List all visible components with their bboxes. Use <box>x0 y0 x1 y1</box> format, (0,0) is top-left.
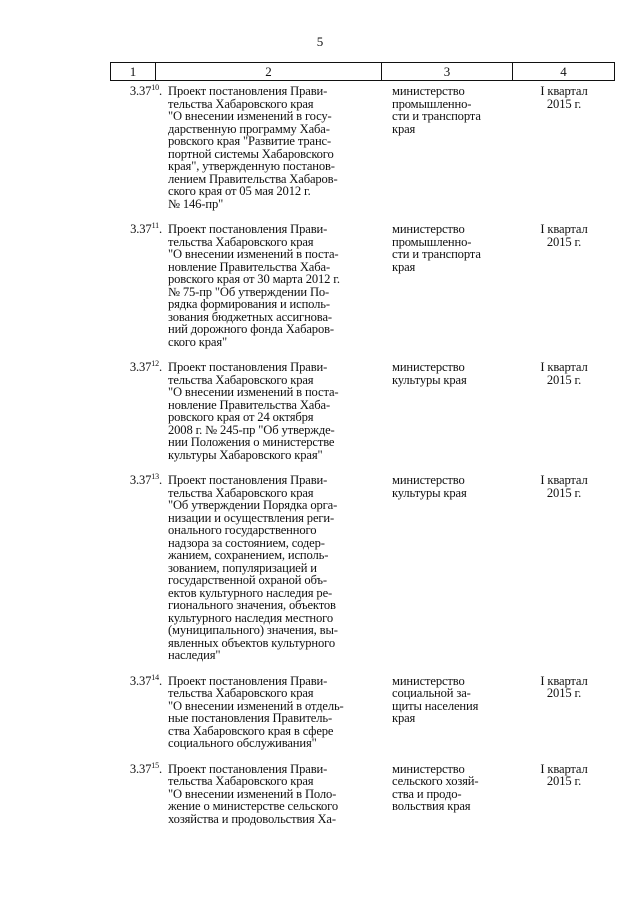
deadline: I квартал 2015 г. <box>540 473 588 500</box>
item-number: 3.37$^{13}$. <box>129 472 162 487</box>
page-number: 5 <box>316 34 324 49</box>
item-number: 3.37$^{15}$. <box>129 760 162 776</box>
responsible-ministry: министерство промышленно- сти и транспорта края <box>392 84 481 136</box>
project-title: Проект постановления Прави- тельства Хабаровского края "О внесении изменений в поста- новление Правительства Хаба- ровского края от 24 октября 2008 г. № 245-пр "Об утвержде- нии Положения о министерстве культуры Хабаровского края" <box>168 360 339 462</box>
responsible-ministry: министерство сельского хозяй- ства и продо- вольствия края <box>392 761 479 813</box>
column-header-3: 3 <box>382 63 513 81</box>
deadline: I квартал 2015 г. <box>540 761 588 788</box>
item-number: 3.37$^{10}$. <box>129 83 162 98</box>
project-title: Проект постановления Прави- тельства Хабаровского края "Об утверждении Порядка орга- низации и осуществления реги- онального государственного надзора за состоянием, содер- жанием, сохранением, исполь- зованием, популяризацией и государственной охраной объ- ектов культурного наследия ре- гионального значения, объектов культурного наследия местного (муниципального) значения, вы- явленных объектов культурного наследия" <box>168 473 338 662</box>
deadline: I квартал 2015 г. <box>540 673 588 700</box>
project-title: Проект постановления Прави- тельства Хабаровского края "О внесении изменений в поста- новление Правительства Хаба- ровского края от 30 марта 2012 г. № 75-пр "Об утверждении По- рядка формирования и исполь- зования бюджетных ассигнова- ний дорожного фонда Хабаров- ского края" <box>168 222 340 349</box>
table-row <box>110 760 610 826</box>
responsible-ministry: министерство промышленно- сти и транспорта края <box>392 222 481 274</box>
responsible-ministry: министерство культуры края <box>392 473 467 500</box>
item-number: 3.37$^{11}$. <box>130 221 162 236</box>
deadline: I квартал 2015 г. <box>540 222 588 249</box>
table-row <box>110 223 610 348</box>
project-title: Проект постановления Прави- тельства Хабаровского края "О внесении изменений в Поло- жение о министерстве сельского хозяйства и продовольствия Ха- <box>168 761 339 826</box>
project-title: Проект постановления Прави- тельства Хабаровского края "О внесении изменений в госу- дарственную программу Хаба- ровского края "Развитие транс- портной системы Хабаровского края", утвержденную постанов- лением Правительства Хабаров- ского края от 05 мая 2012 г. № 146-пр" <box>168 84 338 211</box>
plan-table-body <box>110 85 610 838</box>
item-number: 3.37$^{14}$. <box>129 672 162 688</box>
deadline: I квартал 2015 г. <box>540 84 588 111</box>
column-header-2: 2 <box>156 63 382 81</box>
deadline: I квартал 2015 г. <box>540 360 588 387</box>
project-title: Проект постановления Прави- тельства Хабаровского края "О внесении изменений в отдель- ные постановления Правитель- ства Хабаровского края в сфере социального обслуживания" <box>168 673 344 750</box>
column-header-1: 1 <box>111 63 156 81</box>
column-header-row <box>111 63 615 81</box>
table-row <box>110 672 610 750</box>
responsible-ministry: министерство социальной за- щиты населения края <box>392 673 479 725</box>
table-row <box>110 474 610 662</box>
column-header-table <box>110 62 615 81</box>
table-row <box>110 361 610 461</box>
item-number: 3.37$^{12}$. <box>129 359 162 374</box>
table-row <box>110 85 610 210</box>
column-header-4: 4 <box>513 63 615 81</box>
responsible-ministry: министерство культуры края <box>392 360 467 387</box>
